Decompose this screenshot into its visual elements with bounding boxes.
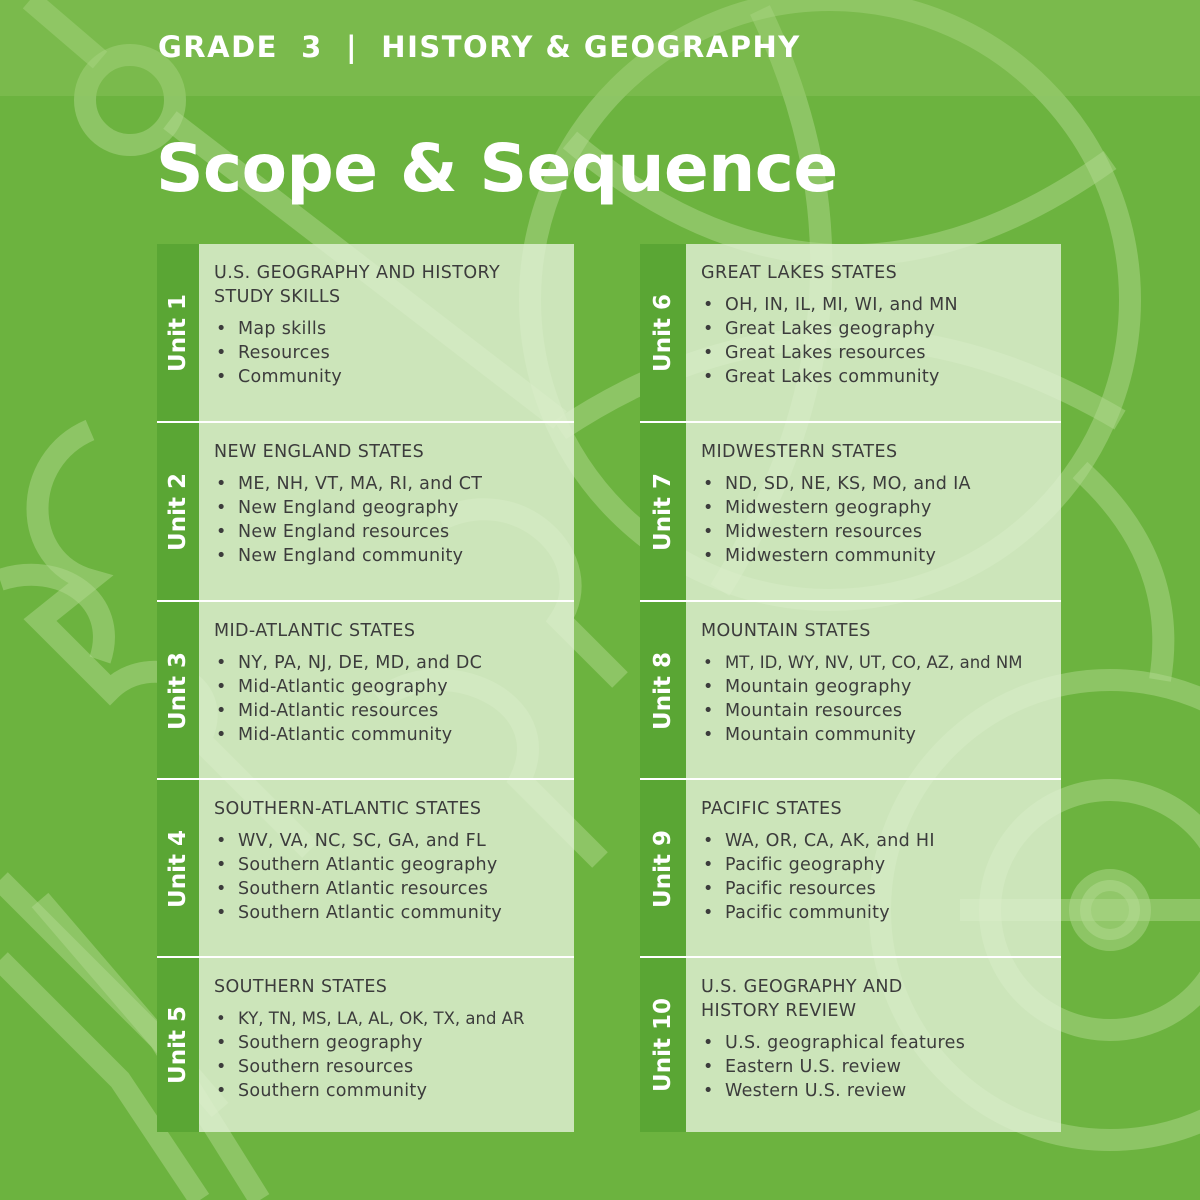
unit-heading: MIDWESTERN STATES bbox=[701, 442, 898, 462]
unit-card bbox=[157, 780, 574, 958]
units-column-right bbox=[640, 244, 1061, 1132]
unit-label: Unit 5 bbox=[165, 1006, 191, 1084]
unit-tab bbox=[640, 423, 686, 601]
unit-body bbox=[686, 423, 1061, 601]
topic-list bbox=[214, 317, 564, 389]
unit-card bbox=[640, 958, 1061, 1132]
unit-heading: U.S. GEOGRAPHY AND HISTORY REVIEW bbox=[701, 977, 903, 1021]
topic-item: • WA, OR, CA, AK, and HI bbox=[701, 829, 1051, 853]
topic-item: • U.S. geographical features bbox=[701, 1031, 1051, 1055]
unit-body bbox=[199, 244, 574, 422]
grade-subject-header: GRADE 3 | HISTORY & GEOGRAPHY bbox=[158, 30, 801, 64]
topic-item: • Mountain resources bbox=[701, 699, 1051, 723]
topic-item: • Pacific geography bbox=[701, 853, 1051, 877]
topic-item: • Resources bbox=[214, 341, 564, 365]
unit-tab bbox=[157, 780, 199, 958]
topic-item: • Southern Atlantic community bbox=[214, 901, 564, 925]
topic-item: • Great Lakes resources bbox=[701, 341, 1051, 365]
units-column-left bbox=[157, 244, 574, 1132]
topic-item: • Midwestern community bbox=[701, 544, 1051, 568]
unit-body bbox=[686, 244, 1061, 422]
unit-heading: PACIFIC STATES bbox=[701, 799, 842, 819]
unit-tab bbox=[157, 244, 199, 422]
topic-list bbox=[214, 651, 564, 747]
topic-item: • Eastern U.S. review bbox=[701, 1055, 1051, 1079]
page-title: Scope & Sequence bbox=[156, 130, 838, 207]
unit-body bbox=[199, 780, 574, 958]
unit-label: Unit 6 bbox=[650, 294, 676, 372]
topic-item: • OH, IN, IL, MI, WI, and MN bbox=[701, 293, 1051, 317]
unit-card bbox=[640, 602, 1061, 780]
unit-heading: MOUNTAIN STATES bbox=[701, 621, 871, 641]
unit-body bbox=[199, 958, 574, 1132]
topic-item: • Mountain community bbox=[701, 723, 1051, 747]
unit-tab bbox=[157, 423, 199, 601]
topic-item: • Mountain geography bbox=[701, 675, 1051, 699]
unit-card bbox=[157, 958, 574, 1132]
topic-item: • Southern Atlantic resources bbox=[214, 877, 564, 901]
unit-label: Unit 8 bbox=[650, 652, 676, 730]
topic-item: • NY, PA, NJ, DE, MD, and DC bbox=[214, 651, 564, 675]
topic-list bbox=[701, 293, 1051, 389]
topic-item: • Map skills bbox=[214, 317, 564, 341]
topic-item: • WV, VA, NC, SC, GA, and FL bbox=[214, 829, 564, 853]
topic-item: • Community bbox=[214, 365, 564, 389]
unit-label: Unit 9 bbox=[650, 830, 676, 908]
unit-heading: GREAT LAKES STATES bbox=[701, 263, 898, 283]
unit-heading: SOUTHERN STATES bbox=[214, 977, 388, 997]
unit-label: Unit 7 bbox=[650, 473, 676, 551]
unit-body bbox=[686, 780, 1061, 958]
unit-body bbox=[199, 602, 574, 780]
unit-tab bbox=[640, 958, 686, 1132]
topic-item: • Great Lakes geography bbox=[701, 317, 1051, 341]
topic-list bbox=[214, 472, 564, 568]
unit-tab bbox=[157, 958, 199, 1132]
unit-heading: U.S. GEOGRAPHY AND HISTORY STUDY SKILLS bbox=[214, 263, 501, 307]
topic-item: • Southern Atlantic geography bbox=[214, 853, 564, 877]
topic-item: • Midwestern resources bbox=[701, 520, 1051, 544]
unit-tab bbox=[640, 244, 686, 422]
topic-item: • New England resources bbox=[214, 520, 564, 544]
unit-card bbox=[640, 780, 1061, 958]
unit-body bbox=[686, 958, 1061, 1132]
unit-body bbox=[686, 602, 1061, 780]
unit-card bbox=[640, 244, 1061, 422]
unit-heading: SOUTHERN-ATLANTIC STATES bbox=[214, 799, 482, 819]
topic-list bbox=[214, 829, 564, 925]
topic-item: • New England geography bbox=[214, 496, 564, 520]
unit-card bbox=[157, 423, 574, 601]
topic-list bbox=[701, 472, 1051, 568]
unit-heading: NEW ENGLAND STATES bbox=[214, 442, 425, 462]
topic-item: • KY, TN, MS, LA, AL, OK, TX, and AR bbox=[214, 1007, 564, 1031]
unit-card bbox=[157, 244, 574, 422]
unit-card bbox=[157, 602, 574, 780]
topic-list bbox=[701, 829, 1051, 925]
topic-item: • MT, ID, WY, NV, UT, CO, AZ, and NM bbox=[701, 651, 1051, 675]
topic-item: • Western U.S. review bbox=[701, 1079, 1051, 1103]
topic-item: • Southern resources bbox=[214, 1055, 564, 1079]
topic-item: • Mid-Atlantic resources bbox=[214, 699, 564, 723]
topic-list bbox=[214, 1007, 564, 1103]
topic-item: • Southern community bbox=[214, 1079, 564, 1103]
topic-item: • ND, SD, NE, KS, MO, and IA bbox=[701, 472, 1051, 496]
unit-card bbox=[640, 423, 1061, 601]
topic-item: • Pacific resources bbox=[701, 877, 1051, 901]
topic-list bbox=[701, 1031, 1051, 1103]
topic-list bbox=[701, 651, 1051, 747]
topic-item: • Mid-Atlantic community bbox=[214, 723, 564, 747]
topic-item: • New England community bbox=[214, 544, 564, 568]
unit-label: Unit 10 bbox=[650, 998, 676, 1092]
unit-heading: MID-ATLANTIC STATES bbox=[214, 621, 416, 641]
unit-tab bbox=[157, 602, 199, 780]
topic-item: • Southern geography bbox=[214, 1031, 564, 1055]
topic-item: • ME, NH, VT, MA, RI, and CT bbox=[214, 472, 564, 496]
unit-body bbox=[199, 423, 574, 601]
unit-label: Unit 2 bbox=[165, 473, 191, 551]
unit-label: Unit 3 bbox=[165, 652, 191, 730]
topic-item: • Great Lakes community bbox=[701, 365, 1051, 389]
unit-tab bbox=[640, 602, 686, 780]
unit-tab bbox=[640, 780, 686, 958]
unit-label: Unit 1 bbox=[165, 294, 191, 372]
topic-item: • Mid-Atlantic geography bbox=[214, 675, 564, 699]
topic-item: • Pacific community bbox=[701, 901, 1051, 925]
unit-label: Unit 4 bbox=[165, 830, 191, 908]
topic-item: • Midwestern geography bbox=[701, 496, 1051, 520]
